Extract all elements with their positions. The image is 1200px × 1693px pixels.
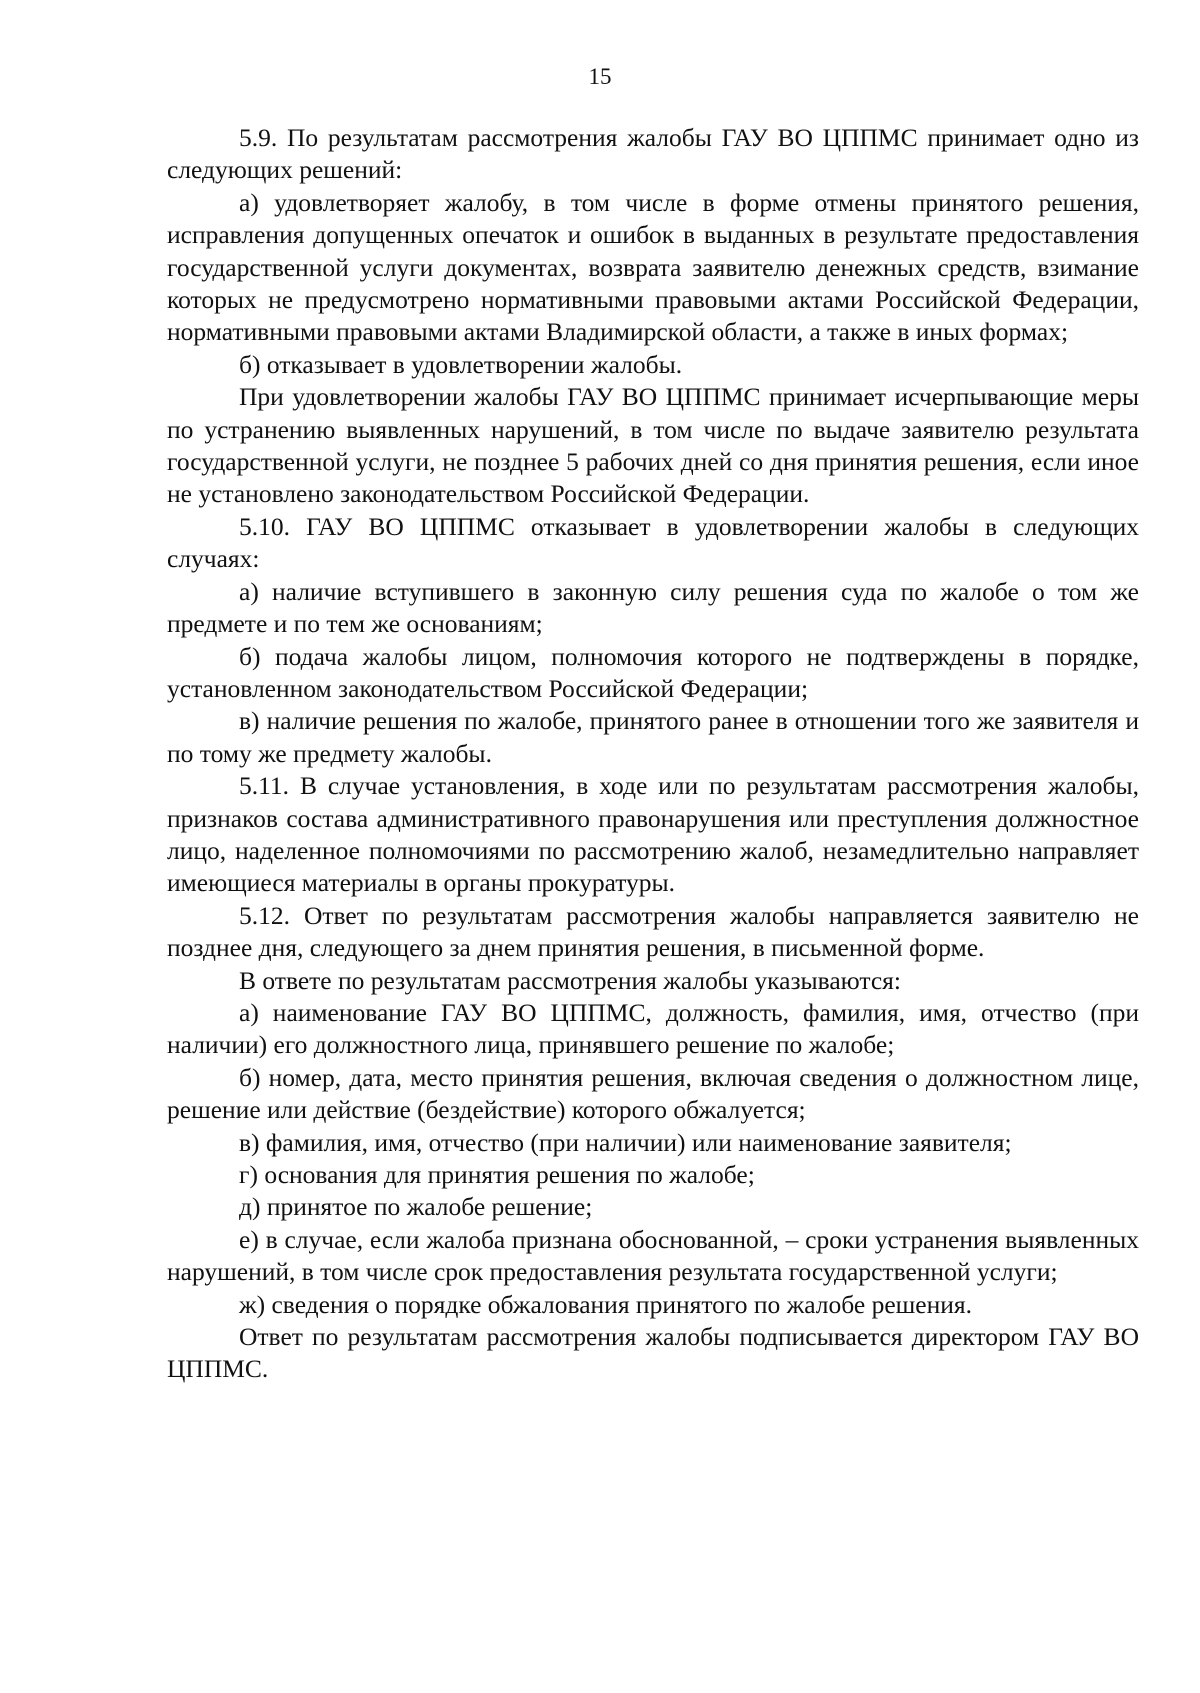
paragraph-response-zh: ж) сведения о порядке обжалования принятого по жалобе решения.	[239, 1289, 973, 1319]
page-number: 15	[588, 64, 612, 89]
document-body	[167, 122, 1139, 1386]
paragraph-5-11: 5.11. В случае установления, в ходе или по результатам рассмотрения жалобы, признаков состава административного правонарушения или преступления должностное лицо, наделенное полномочиями по рассмотрению жалоб, незамедлительно направляет имеющиеся материалы в органы прокуратуры.	[167, 771, 1139, 898]
paragraph-5-10-b: б) подача жалобы лицом, полномочия которого не подтверждены в порядке, установленном законодательством Российской Федерации;	[167, 641, 1139, 703]
paragraph-response-g: г) основания для принятия решения по жалобе;	[239, 1160, 755, 1189]
paragraph-response-b: б) номер, дата, место принятия решения, включая сведения о должностном лице, решение или действие (бездействие) которого обжалуется;	[167, 1062, 1139, 1125]
paragraph-signature: Ответ по результатам рассмотрения жалобы подписывается директором ГАУ ВО ЦППМС.	[167, 1322, 1139, 1384]
paragraph-response-e: е) в случае, если жалоба признана обоснованной, – сроки устранения выявленных нарушений, в том числе срок предоставления результата государственной услуги;	[167, 1224, 1139, 1287]
paragraph-5-9-a: а) удовлетворяет жалобу, в том числе в форме отмены принятого решения, исправления допущенных опечаток и ошибок в выданных в результате предоставления государственной услуги документах, возврата заявителю денежных средств, взимание которых не предусмотрено нормативными правовыми актами Российской Федерации, нормативными правовыми актами Владимирской области, а также в иных формах;	[167, 187, 1139, 347]
paragraph-response-contents: В ответе по результатам рассмотрения жалобы указываются:	[239, 965, 901, 995]
paragraph-5-10-v: в) наличие решения по жалобе, принятого ранее в отношении того же заявителя и по тому же предмету жалобы.	[167, 706, 1139, 768]
paragraph-5-12: 5.12. Ответ по результатам рассмотрения жалобы направляется заявителю не позднее дня, следующего за днем принятия решения, в письменной форме.	[167, 900, 1139, 963]
paragraph-5-10-a: а) наличие вступившего в законную силу решения суда по жалобе о том же предмете и по тем же основаниям;	[167, 576, 1139, 639]
paragraph-response-a: а) наименование ГАУ ВО ЦППМС, должность, фамилия, имя, отчество (при наличии) его должностного лица, принявшего решение по жалобе;	[167, 997, 1139, 1060]
paragraph-5-9-b: б) отказывает в удовлетворении жалобы.	[239, 349, 683, 379]
paragraph-response-v: в) фамилия, имя, отчество (при наличии) или наименование заявителя;	[239, 1127, 1012, 1157]
paragraph-satisfaction-measures: При удовлетворении жалобы ГАУ ВО ЦППМС принимает исчерпывающие меры по устранению выявленных нарушений, в том числе по выдаче заявителю результата государственной услуги, не позднее 5 рабочих дней со дня принятия решения, если иное не установлено законодательством Российской Федерации.	[167, 382, 1139, 509]
paragraph-5-9: 5.9. По результатам рассмотрения жалобы ГАУ ВО ЦППМС принимает одно из следующих решений:	[167, 123, 1139, 185]
paragraph-response-d: д) принятое по жалобе решение;	[239, 1192, 593, 1222]
paragraph-5-10: 5.10. ГАУ ВО ЦППМС отказывает в удовлетворении жалобы в следующих случаях:	[167, 511, 1139, 574]
